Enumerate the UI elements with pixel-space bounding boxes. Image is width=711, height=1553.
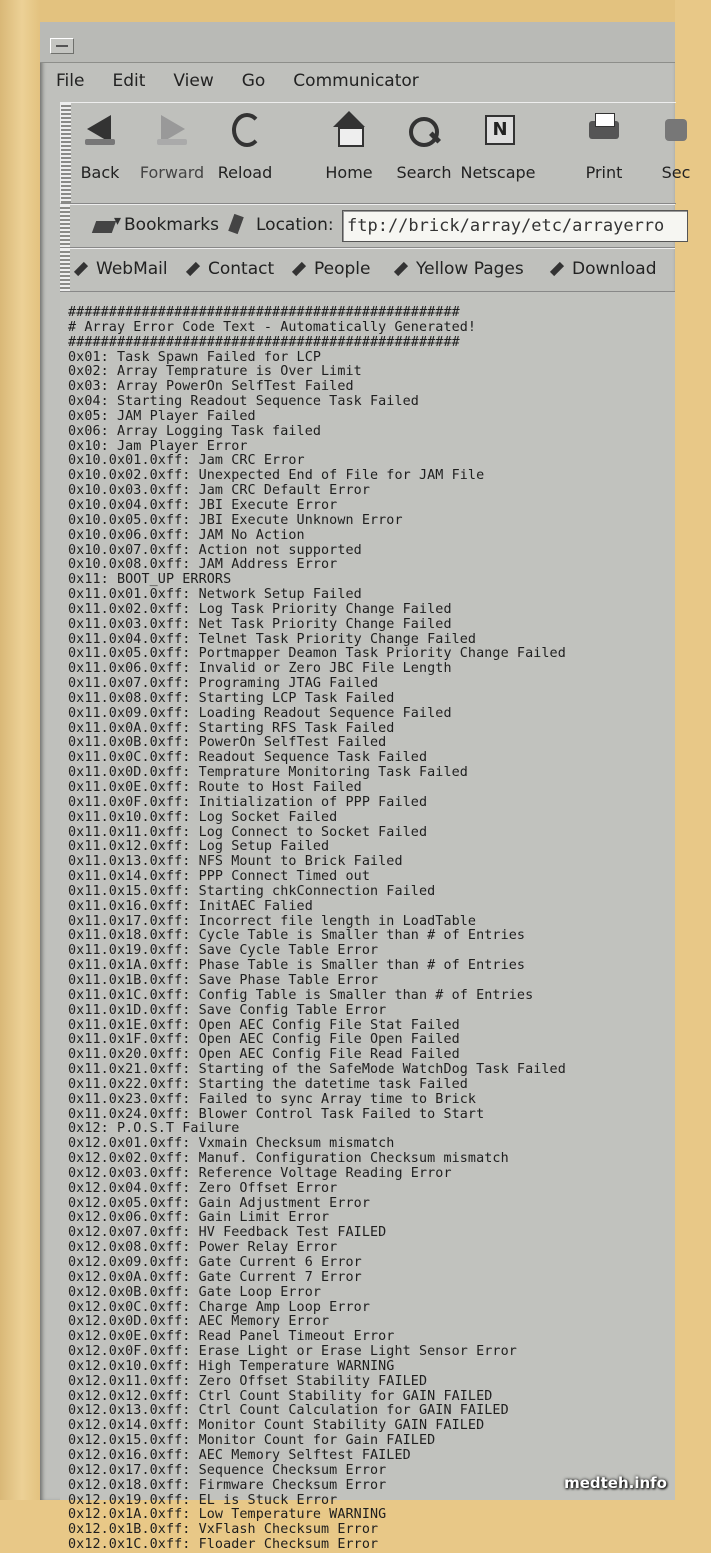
error-code-line: 0x12.0x05.0xff: Gain Adjustment Error [68,1195,370,1211]
watermark: medteh.info [564,1474,667,1492]
error-code-line: 0x12.0x19.0xff: EL is Stuck Error [68,1492,338,1508]
error-code-line: 0x11.0x0B.0xff: PowerOn SelfTest Failed [68,735,387,751]
netscape-button[interactable] [460,107,536,197]
links-grip[interactable] [60,249,70,291]
search-button[interactable] [389,107,459,197]
error-code-line: 0x11.0x17.0xff: Incorrect file length in LoadTable [68,913,477,929]
home-button[interactable] [314,107,384,197]
error-code-line: 0x11.0x0A.0xff: Starting RFS Task Failed [68,720,395,736]
home-icon [330,111,368,149]
error-code-line: 0x12.0x0B.0xff: Gate Loop Error [68,1284,322,1300]
error-code-line: 0x11.0x0E.0xff: Route to Host Failed [68,780,362,795]
error-code-line: 0x10.0x06.0xff: JAM No Action [68,527,305,543]
error-code-line: 0x12.0x07.0xff: HV Feedback Test FAILED [68,1225,387,1241]
link-webmail[interactable]: WebMail [74,259,168,279]
error-code-line: 0x11.0x1B.0xff: Save Phase Table Error [68,972,379,988]
error-code-line: 0x12.0x13.0xff: Ctrl Count Calculation for GAIN FAILED [68,1403,509,1419]
back-label: Back [80,163,120,182]
error-code-line: 0x11.0x0F.0xff: Initialization of PPP Failed [68,794,428,810]
error-code-line: # Array Error Code Text - Automatically Generated! [68,319,477,335]
error-code-line: 0x12.0x17.0xff: Sequence Checksum Error [68,1462,387,1478]
back-arrow-icon [81,111,119,149]
url-field[interactable]: ftp://brick/array/etc/arrayerro [342,210,688,242]
error-code-line: 0x11.0x19.0xff: Save Cycle Table Error [68,943,379,959]
menu-communicator[interactable]: Communicator [293,71,419,91]
error-code-line: 0x11.0x1F.0xff: Open AEC Config File Open Failed [68,1032,460,1048]
error-code-line: 0x12.0x11.0xff: Zero Offset Stability FAILED [68,1373,428,1389]
error-code-line: 0x12.0x15.0xff: Monitor Count for Gain FAILED [68,1433,436,1449]
error-code-line: 0x11.0x13.0xff: NFS Mount to Brick Failed [68,854,403,870]
error-code-line: 0x12.0x01.0xff: Vxmain Checksum mismatch [68,1136,395,1152]
forward-label: Forward [139,163,205,182]
error-code-line: 0x12.0x0E.0xff: Read Panel Timeout Error [68,1329,395,1345]
error-code-line: ################################################ [68,305,460,320]
personal-toolbar [60,248,675,292]
search-icon [405,111,443,149]
print-icon [585,111,623,149]
error-code-line: 0x11.0x1A.0xff: Phase Table is Smaller than # of Entries [68,958,526,974]
error-code-line: 0x05: JAM Player Failed [68,408,256,424]
menu-go[interactable]: Go [241,71,266,91]
error-code-line: ################################################ [68,334,460,350]
menu-view[interactable]: View [173,71,214,91]
error-code-line: 0x10.0x03.0xff: Jam CRC Default Error [68,483,370,499]
error-code-line: 0x11.0x0C.0xff: Readout Sequence Task Failed [68,750,428,766]
error-code-line: 0x11.0x1E.0xff: Open AEC Config File Stat Failed [68,1017,460,1033]
error-code-line: 0x12.0x06.0xff: Gain Limit Error [68,1210,330,1226]
reload-icon [226,111,264,149]
security-label: Sec [661,163,691,182]
error-code-line: 0x11: BOOT_UP ERRORS [68,572,232,588]
error-code-line: 0x11.0x1C.0xff: Config Table is Smaller than # of Entries [68,987,534,1003]
bookmarks-button[interactable]: Bookmarks [124,215,219,235]
print-label: Print [585,163,623,182]
error-code-line: 0x12.0x1A.0xff: Low Temperature WARNING [68,1507,387,1523]
error-code-line: 0x10.0x02.0xff: Unexpected End of File for JAM File [68,468,485,484]
forward-button[interactable] [137,107,207,197]
error-code-line: 0x12.0x03.0xff: Reference Voltage Reading Error [68,1165,452,1181]
error-code-line: 0x02: Array Temprature is Over Limit [68,364,362,380]
menu-bar [40,64,675,98]
error-code-line: 0x12.0x16.0xff: AEC Memory Selftest FAILED [68,1447,411,1463]
error-code-line: 0x11.0x23.0xff: Failed to sync Array time to Brick [68,1091,477,1107]
error-code-line: 0x12.0x02.0xff: Manuf. Configuration Checksum mismatch [68,1151,509,1167]
error-code-line: 0x11.0x22.0xff: Starting the datetime task Failed [68,1076,468,1092]
error-code-line: 0x10: Jam Player Error [68,438,248,454]
link-people[interactable]: People [292,259,370,279]
error-code-line: 0x12.0x1C.0xff: Floader Checksum Error [68,1537,379,1553]
print-button[interactable] [569,107,639,197]
error-code-text [60,292,675,1553]
link-yellow-pages[interactable]: Yellow Pages [394,259,524,279]
bookmarks-icon[interactable] [94,215,124,237]
error-code-line: 0x11.0x21.0xff: Starting of the SafeMode WatchDog Task Failed [68,1062,566,1078]
error-code-line: 0x11.0x02.0xff: Log Task Priority Change Failed [68,601,452,617]
error-code-line: 0x06: Array Logging Task failed [68,423,322,439]
error-code-line: 0x12.0x18.0xff: Firmware Checksum Error [68,1477,387,1493]
error-code-line: 0x11.0x24.0xff: Blower Control Task Failed to Start [68,1106,485,1122]
page-content [60,292,675,1553]
error-code-line: 0x11.0x03.0xff: Net Task Priority Change Failed [68,616,452,632]
error-code-line: 0x03: Array PowerOn SelfTest Failed [68,379,354,395]
error-code-line: 0x04: Starting Readout Sequence Task Failed [68,394,419,410]
reload-label: Reload [217,163,273,182]
error-code-line: 0x11.0x0D.0xff: Temprature Monitoring Task Failed [68,765,468,781]
error-code-line: 0x11.0x06.0xff: Invalid or Zero JBC File Length [68,661,452,677]
forward-arrow-icon [153,111,191,149]
error-code-line: 0x10.0x08.0xff: JAM Address Error [68,557,338,573]
error-code-line: 0x11.0x01.0xff: Network Setup Failed [68,587,362,603]
error-code-line: 0x11.0x08.0xff: Starting LCP Task Failed [68,690,395,706]
reload-button[interactable] [210,107,280,197]
error-code-line: 0x11.0x12.0xff: Log Setup Failed [68,839,330,855]
error-code-line: 0x11.0x20.0xff: Open AEC Config File Read Failed [68,1047,460,1063]
location-toolbar [60,204,675,248]
error-code-line: 0x11.0x10.0xff: Log Socket Failed [68,809,338,825]
error-code-line: 0x11.0x04.0xff: Telnet Task Priority Change Failed [68,631,477,647]
error-code-line: 0x10.0x07.0xff: Action not supported [68,542,362,558]
error-code-line: 0x12.0x09.0xff: Gate Current 6 Error [68,1255,362,1270]
error-code-line: 0x11.0x09.0xff: Loading Readout Sequence Failed [68,705,452,721]
error-code-line: 0x12.0x12.0xff: Ctrl Count Stability for GAIN FAILED [68,1388,493,1404]
error-code-line: 0x11.0x16.0xff: InitAEC Falied [68,898,313,914]
browser-window [40,22,691,1553]
netscape-icon [479,111,517,149]
menu-edit[interactable]: Edit [112,71,146,91]
location-label: Location: [256,215,334,235]
title-bar [40,22,675,63]
error-code-line: 0x10.0x05.0xff: JBI Execute Unknown Error [68,512,403,528]
location-icon [228,213,248,237]
navigation-toolbar [60,102,691,204]
error-code-line: 0x11.0x1D.0xff: Save Config Table Error [68,1002,387,1018]
link-contact[interactable]: Contact [186,259,274,279]
error-code-line: 0x12.0x1B.0xff: VxFlash Checksum Error [68,1522,379,1538]
link-download[interactable]: Download [550,259,657,279]
error-code-line: 0x12.0x14.0xff: Monitor Count Stability GAIN FAILED [68,1418,485,1434]
error-code-line: 0x12.0x04.0xff: Zero Offset Error [68,1180,338,1196]
window-menu-button[interactable] [50,38,74,54]
error-code-line: 0x12.0x0D.0xff: AEC Memory Error [68,1314,330,1330]
back-button[interactable] [65,107,135,197]
home-label: Home [325,163,373,182]
security-button[interactable] [641,107,711,197]
error-code-line: 0x10.0x01.0xff: Jam CRC Error [68,453,305,469]
error-code-line: 0x11.0x15.0xff: Starting chkConnection Failed [68,883,436,899]
error-code-line: 0x11.0x05.0xff: Portmapper Deamon Task Priority Change Failed [68,646,566,662]
error-code-line: 0x12.0x0C.0xff: Charge Amp Loop Error [68,1299,370,1315]
error-code-line: 0x11.0x11.0xff: Log Connect to Socket Failed [68,824,428,840]
error-code-line: 0x12.0x0A.0xff: Gate Current 7 Error [68,1269,362,1285]
error-code-line: 0x11.0x14.0xff: PPP Connect Timed out [68,869,370,885]
error-code-line: 0x11.0x18.0xff: Cycle Table is Smaller than # of Entries [68,928,526,944]
error-code-line: 0x01: Task Spawn Failed for LCP [68,349,322,365]
error-code-line: 0x11.0x07.0xff: Programing JTAG Failed [68,676,379,692]
error-code-line: 0x12.0x08.0xff: Power Relay Error [68,1240,338,1256]
error-code-line: 0x10.0x04.0xff: JBI Execute Error [68,497,338,513]
menu-file[interactable]: File [56,71,85,91]
netscape-label: Netscape [460,163,536,182]
location-grip[interactable] [60,205,70,247]
search-label: Search [396,163,452,182]
error-code-line: 0x12.0x0F.0xff: Erase Light or Erase Light Sensor Error [68,1344,517,1360]
error-code-line: 0x12: P.O.S.T Failure [68,1121,240,1137]
security-icon [657,111,695,149]
error-code-line: 0x12.0x10.0xff: High Temperature WARNING [68,1358,395,1374]
